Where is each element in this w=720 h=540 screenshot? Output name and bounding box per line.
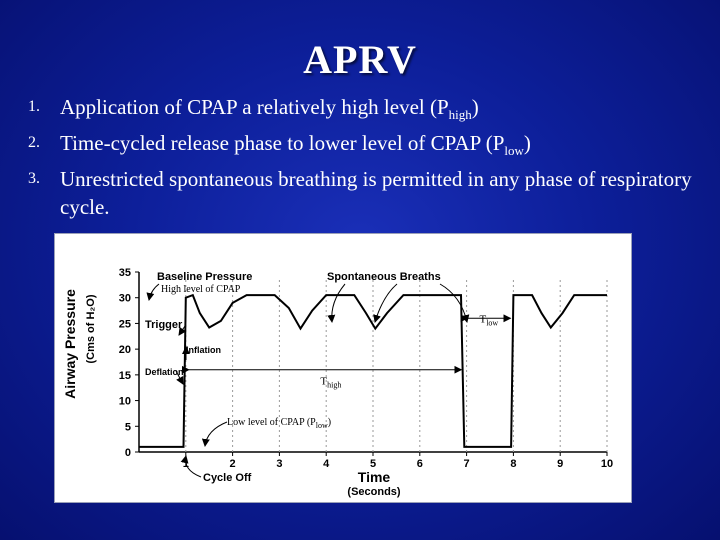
y-tick-label: 25	[118, 318, 131, 331]
y-tick-label: 35	[118, 267, 131, 279]
slide-title: APRV	[303, 37, 417, 82]
low-level-cpap-arrow	[205, 422, 227, 446]
y-tick-label: 30	[118, 292, 131, 305]
bullet-subscript: high	[448, 107, 472, 123]
spontaneous-breaths-label: Spontaneous Breaths	[327, 271, 441, 283]
spontaneous-breaths-arrow-1	[332, 284, 345, 322]
trigger-label: Trigger	[145, 319, 183, 331]
deflation-label: Deflation	[145, 367, 184, 377]
t-high-label	[320, 376, 341, 390]
high-level-cpap-label: High level of CPAP	[161, 284, 241, 295]
x-axis-sublabel: (Seconds)	[347, 486, 401, 498]
bullet-number: 3.	[28, 170, 40, 188]
spontaneous-breaths-arrow-2	[375, 284, 397, 322]
x-tick-label: 2	[229, 458, 236, 470]
inflation-label: Inflation	[186, 345, 221, 355]
t-high-main: T	[320, 375, 328, 388]
x-tick-label: 6	[416, 458, 423, 470]
bullet-text: Unrestricted spontaneous breathing is permitted in any phase of respiratory cycle.	[60, 167, 692, 220]
y-tick-label: 5	[124, 421, 131, 434]
low-level-main: Low level of CPAP (P	[227, 417, 316, 428]
low-level-cpap-label	[227, 417, 331, 430]
x-axis-label: Time	[357, 469, 391, 485]
bullet-text: Time-cycled release phase to lower level of CPAP (P	[60, 131, 505, 156]
low-level-after: )	[327, 417, 332, 428]
t-low-main: T	[479, 313, 487, 326]
aprv-waveform-figure	[54, 233, 632, 503]
bullet-number: 2.	[28, 134, 40, 152]
t-low-label	[479, 313, 498, 327]
x-tick-label: 4	[323, 458, 330, 470]
bullet-after: )	[471, 95, 479, 119]
x-tick-label: 3	[276, 458, 283, 470]
bullet-after: )	[523, 131, 531, 156]
y-axis-sublabel: (Cms of H₂O)	[85, 294, 97, 364]
y-tick-label: 10	[118, 395, 131, 408]
y-tick-label: 20	[118, 344, 131, 357]
low-level-sub: low	[315, 421, 328, 430]
spontaneous-breaths-arrow-3	[440, 284, 467, 322]
t-high-sub: high	[327, 380, 342, 390]
x-tick-label: 5	[369, 458, 377, 470]
y-tick-label: 15	[118, 369, 131, 382]
bullet-item-1	[28, 93, 708, 129]
y-axis-label: Airway Pressure	[62, 289, 78, 399]
cycle-off-label: Cycle Off	[203, 472, 252, 484]
t-low-sub: low	[486, 318, 499, 328]
bullet-subscript: low	[504, 143, 524, 159]
bullet-number: 1.	[28, 98, 40, 115]
baseline-pressure-arrow	[149, 284, 159, 300]
x-tick-label: 8	[510, 458, 517, 470]
bullet-list	[28, 93, 708, 221]
x-tick-label: 7	[463, 458, 470, 470]
x-tick-label: 10	[600, 458, 614, 470]
bullet-item-2	[28, 129, 708, 165]
y-tick-label: 0	[124, 447, 131, 459]
pressure-time-chart	[55, 234, 631, 502]
bullet-item-3	[28, 165, 708, 221]
x-tick-label: 1	[182, 458, 189, 470]
bullet-text: Application of CPAP a relatively high level (P	[60, 95, 449, 119]
baseline-pressure-label: Baseline Pressure	[157, 271, 253, 283]
x-tick-label: 9	[557, 458, 564, 470]
